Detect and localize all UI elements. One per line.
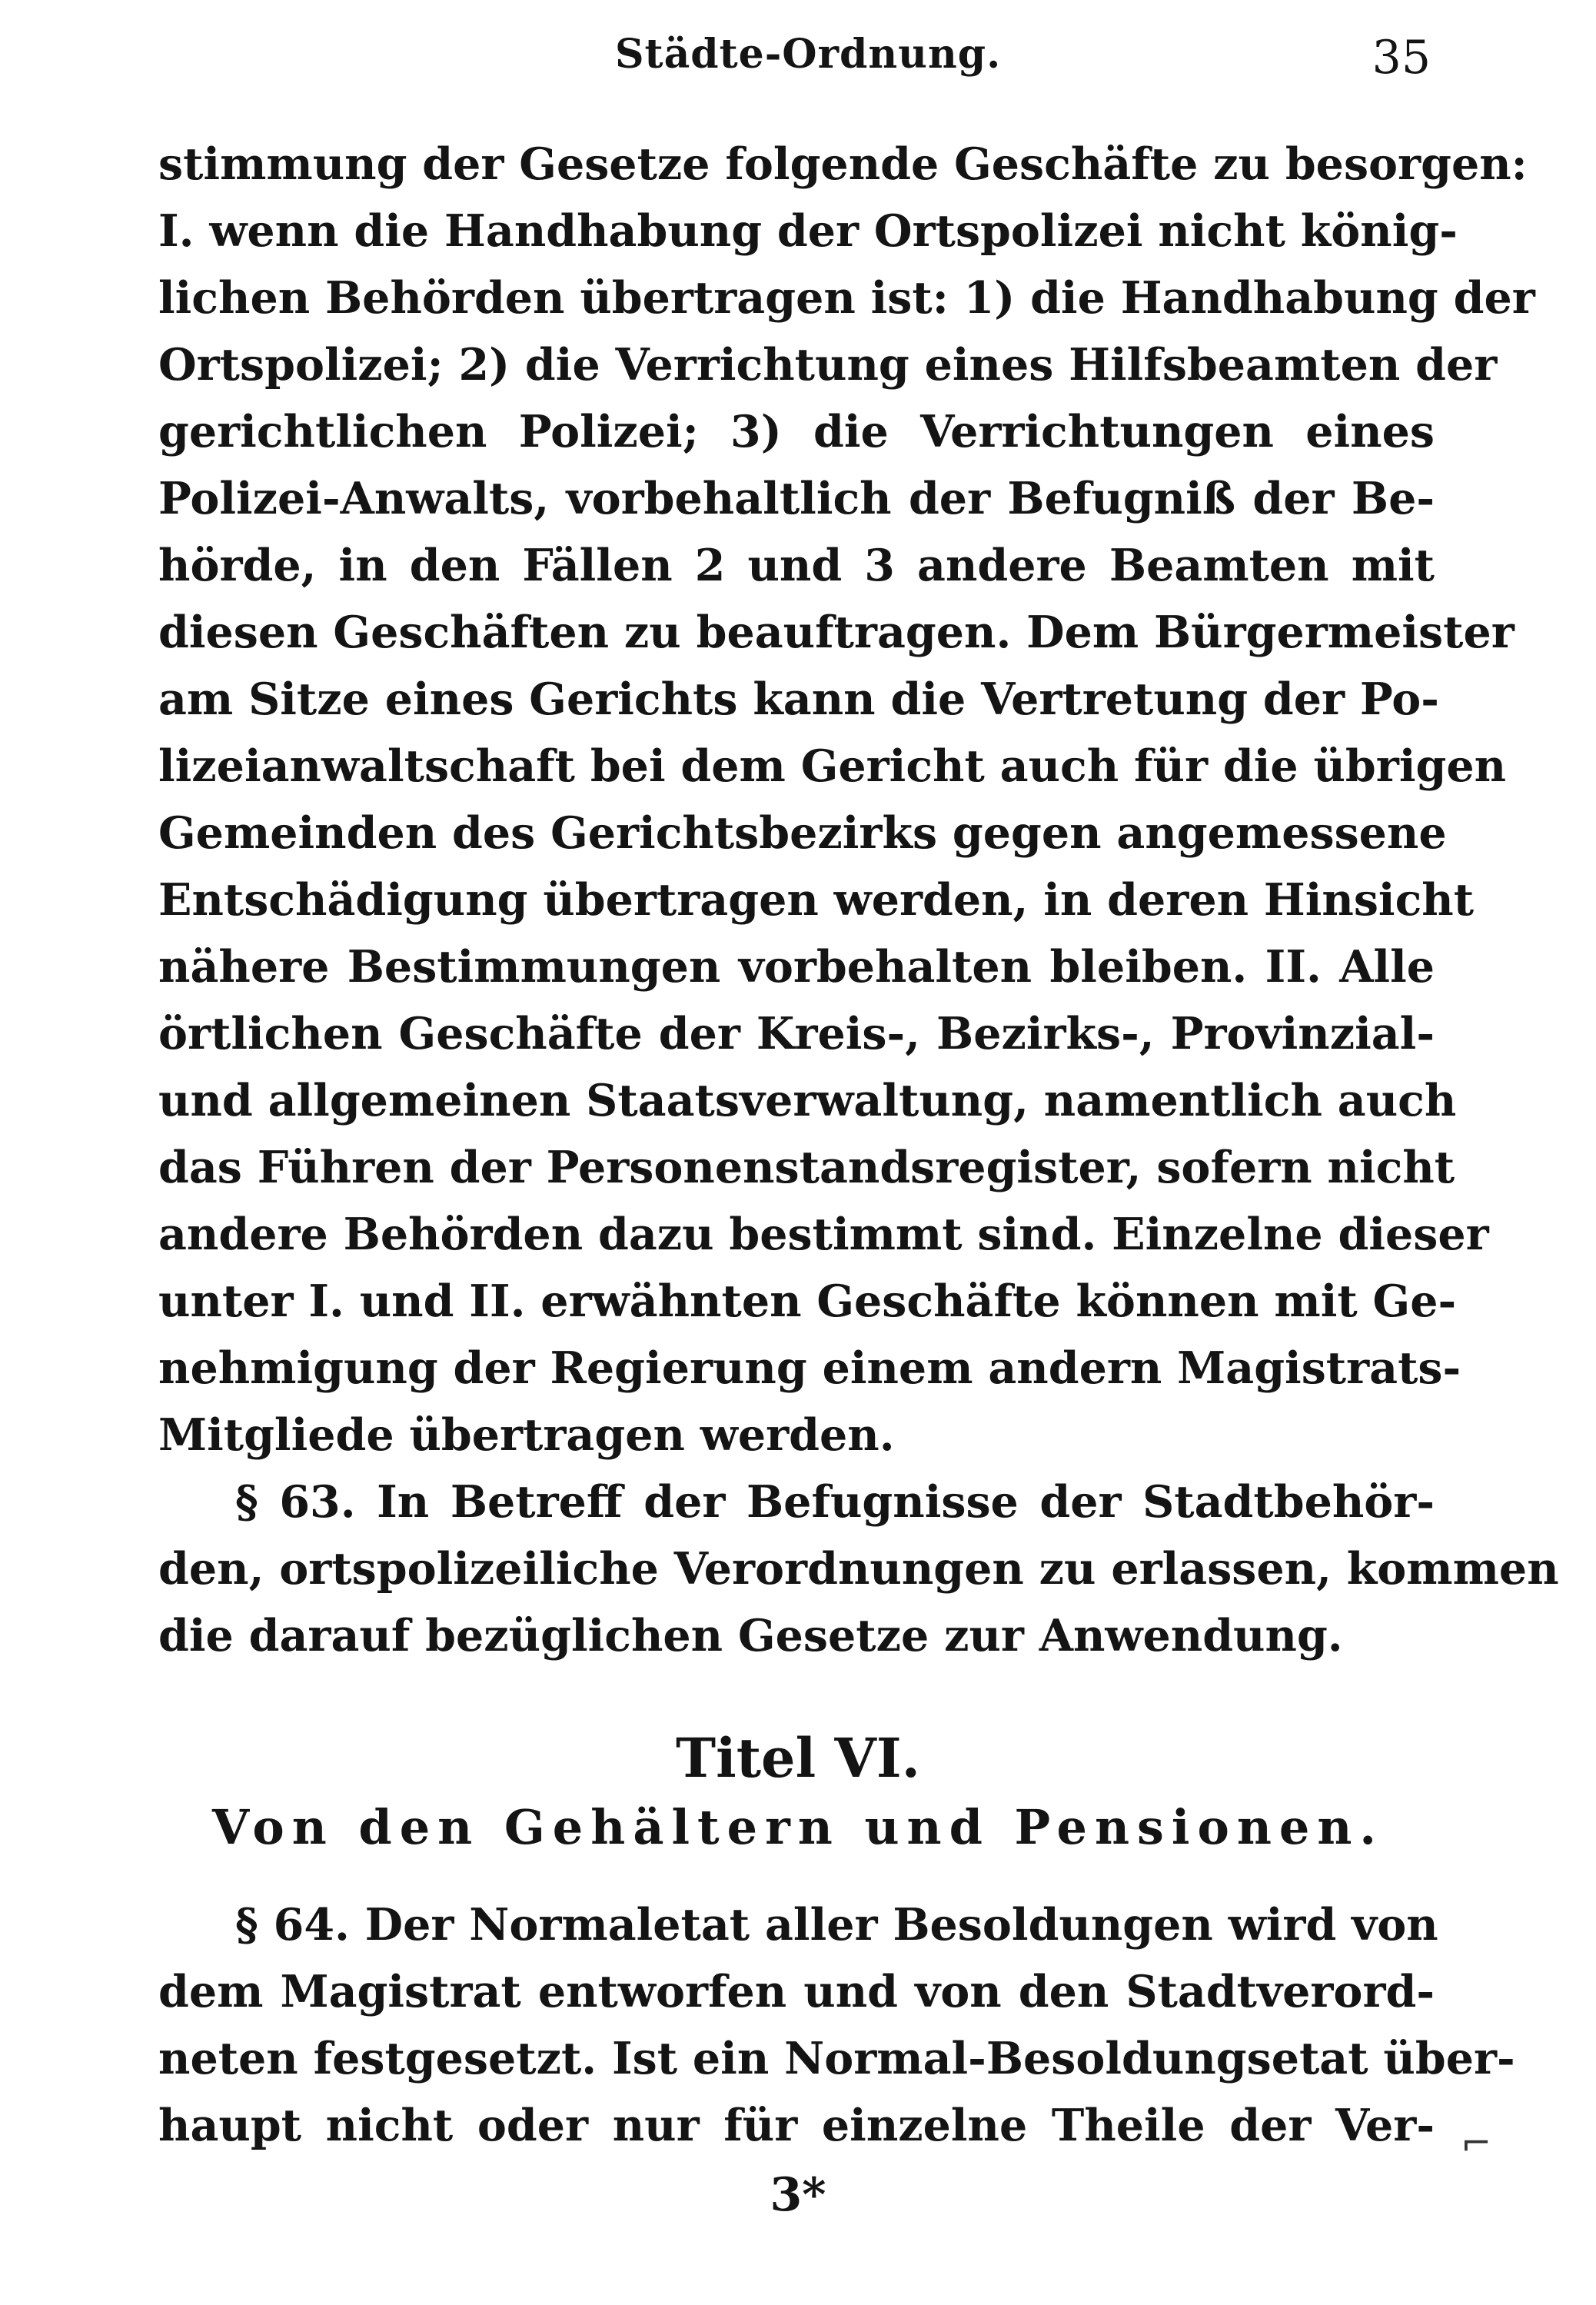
text-line: Gemeinden des Gerichtsbezirks gegen angemessene	[158, 807, 1447, 859]
margin-mark-icon: ⌐	[1461, 2122, 1492, 2165]
text-line: das Führen der Personenstandsregister, sofern nicht	[158, 1142, 1455, 1193]
text-line: andere Behörden dazu bestimmt sind. Einzelne dieser	[158, 1209, 1489, 1260]
paragraph-64-start: § 64. Der Normaletat aller Besoldungen wird von	[235, 1899, 1438, 1951]
text-line: unter I. und II. erwähnten Geschäfte können mit Ge-	[158, 1276, 1457, 1327]
text-line: Mitgliede übertragen werden.	[158, 1409, 895, 1461]
text-line: hörde, in den Fällen 2 und 3 andere Beamten mit	[158, 540, 1435, 591]
text-line: Ortspolizei; 2) die Verrichtung eines Hilfsbeamten der	[158, 339, 1498, 391]
running-head: Städte-Ordnung.	[615, 31, 1002, 78]
text-line: I. wenn die Handhabung der Ortspolizei nicht könig-	[158, 205, 1458, 257]
text-line: dem Magistrat entworfen und von den Stadtverord-	[158, 1966, 1435, 2017]
text-line: am Sitze eines Gerichts kann die Vertretung der Po-	[158, 674, 1439, 725]
body-text	[158, 131, 1559, 1669]
text-line: lizeianwaltschaft bei dem Gericht auch für die übrigen	[158, 740, 1507, 792]
text-line: die darauf bezüglichen Gesetze zur Anwendung.	[158, 1610, 1343, 1661]
page-number: 35	[1372, 31, 1431, 85]
paragraph-63-start: § 63. In Betreff der Befugnisse der Stadtbehör-	[235, 1476, 1435, 1528]
text-line: Polizei-Anwalts, vorbehaltlich der Befugniß der Be-	[158, 473, 1435, 524]
section-title: Titel VI.	[676, 1726, 920, 1790]
text-line: diesen Geschäften zu beauftragen. Dem Bürgermeister	[158, 607, 1515, 658]
text-line: nehmigung der Regierung einem andern Magistrats-	[158, 1342, 1461, 1394]
text-line: haupt nicht oder nur für einzelne Theile der Ver-	[158, 2100, 1435, 2151]
signature-mark: 3*	[770, 2168, 826, 2222]
text-line: neten festgesetzt. Ist ein Normal-Besoldungsetat über-	[158, 2033, 1515, 2084]
body-text-lower	[158, 1891, 1515, 2159]
text-line: örtlichen Geschäfte der Kreis-, Bezirks-, Provinzial-	[158, 1008, 1435, 1059]
text-line: und allgemeinen Staatsverwaltung, namentlich auch	[158, 1075, 1457, 1126]
text-line: den, ortspolizeiliche Verordnungen zu erlassen, kommen	[158, 1543, 1559, 1595]
text-line: lichen Behörden übertragen ist: 1) die Handhabung der	[158, 272, 1535, 324]
text-line: gerichtlichen Polizei; 3) die Verrichtungen eines	[158, 406, 1435, 457]
section-subtitle: Von den Gehältern und Pensionen.	[211, 1799, 1385, 1855]
text-line: stimmung der Gesetze folgende Geschäfte zu besorgen:	[158, 138, 1528, 190]
text-line: nähere Bestimmungen vorbehalten bleiben. II. Alle	[158, 941, 1435, 993]
text-line: Entschädigung übertragen werden, in deren Hinsicht	[158, 874, 1475, 926]
